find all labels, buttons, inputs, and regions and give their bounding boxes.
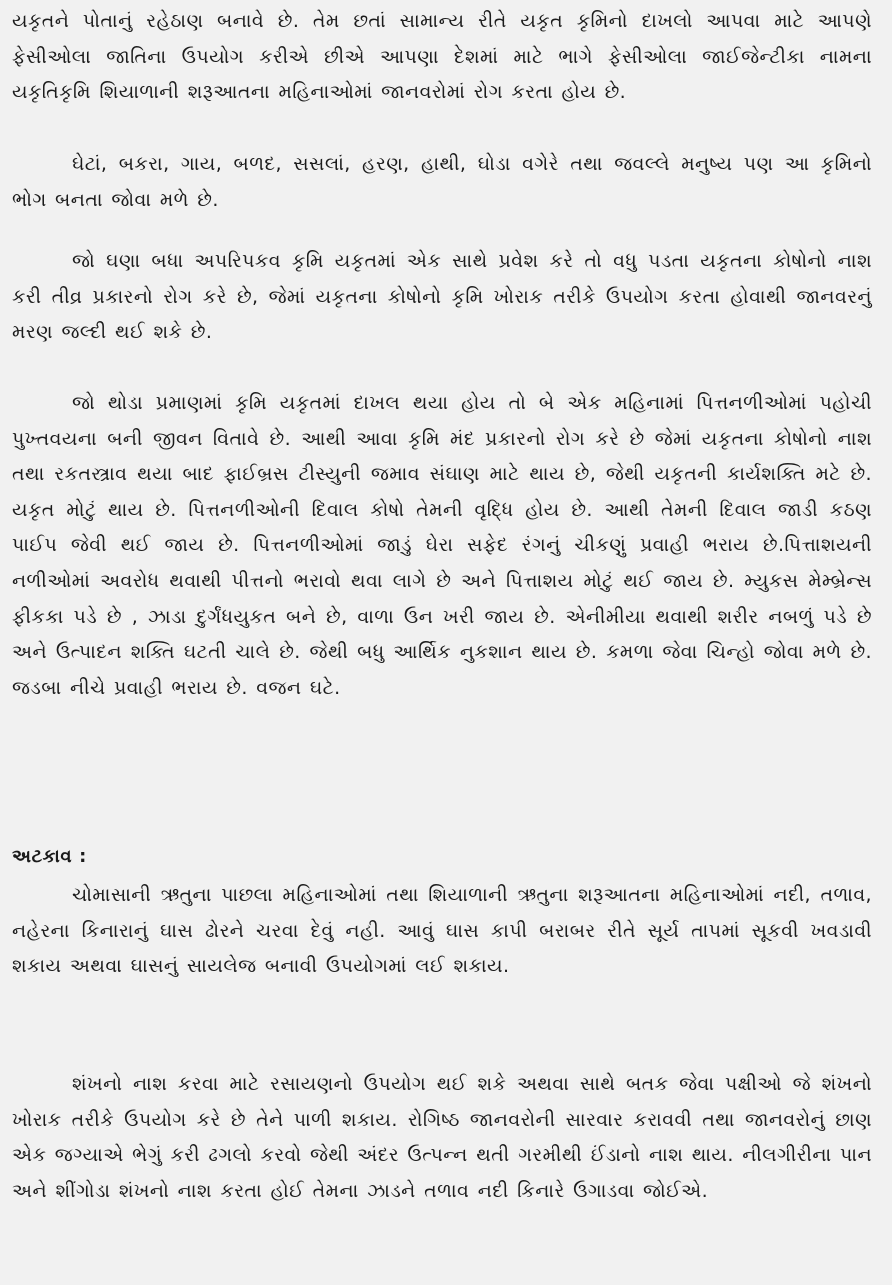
paragraph-grazing-prevention: ચોમાસાની ઋતુના પાછલા મહિનાઓમાં તથા શિયાળાની ઋતુના શરૂઆતના મહિનાઓમાં નદી, તળાવ, નહેરના કિનારાનું ઘાસ ઢોરને ચરવા દેવું નહી. આવું ઘાસ કાપી બરાબર રીતે સૂર્ય તાપમાં સૂકવી ખવડાવી શકાય અથવા ઘાસનું સાયલેજ બનાવી ઉપયોગમાં લઈ શકાય.: [12, 884, 872, 978]
paragraph-chronic-disease: જો થોડા પ્રમાણમાં કૃમિ યકૃતમાં દાખલ થયા હોય તો બે એક મહિનામાં પિત્તનળીઓમાં પહોચી પુખ્તવયના બની જીવન વિતાવે છે. આથી આવા કૃમિ મંદ પ્રકારનો રોગ કરે છે જેમાં યકૃતના કોષોનો નાશ તથા રકતસ્ત્રાવ થયા બાદ ફાઈબ્રસ ટીસ્યુની જમાવ સંઘાણ માટે થાય છે, જેથી યકૃતની કાર્યશક્તિ મટે છે. યકૃત મોટું થાય છે. પિત્તનળીઓની દિવાલ કોષો તેમની વૃદ્ધિ હોય છે. આથી તેમની દિવાલ જાડી કઠણ પાઈપ જેવી થઈ જાય છે. પિત્તનળીઓમાં જાડું ઘેરા સફેદ રંગનું ચીકણું પ્રવાહી ભરાય છે.પિત્તાશયની નળીઓમાં અવરોધ થવાથી પીત્તનો ભરાવો થવા લાગે છે અને પિત્તાશય મોટું થઈ જાય છે. મ્યુકસ મેમ્બ્રેન્સ ફીકકા પડે છે , ઝાડા દુર્ગંધયુકત બને છે, વાળા ઉન ખરી જાય છે. એનીમીયા થવાથી શરીર નબળું પડે છે અને ઉત્પાદન શક્તિ ઘટતી ચાલે છે. જેથી બધુ આર્થિક નુકશાન થાય છે. કમળા જેવા ચિન્હો જોવા મળે છે. જડબા નીચે પ્રવાહી ભરાય છે. વજન ઘટે.: [12, 392, 872, 699]
paragraph-snail-control: શંખનો નાશ કરવા માટે રસાયણનો ઉપયોગ થઈ શકે અથવા સાથે બતક જેવા પક્ષીઓ જે શંખનો ખોરાક તરીકે ઉપયોગ કરે છે તેને પાળી શકાય. રોગિષ્ઠ જાનવરોની સારવાર કરાવવી તથા જાનવરોનું છાણ એક જગ્યાએ ભેગું કરી ઢગલો કરવો જેથી અંદર ઉત્પન્ન થતી ગરમીથી ઈંડાનો નાશ થાય. નીલગીરીના પાન અને શીંગોડા શંખનો નાશ કરતા હોઈ તેમના ઝાડને તળાવ નદી કિનારે ઉગાડવા જોઈએ.: [12, 1073, 872, 1202]
paragraph-liver-habitat: યકૃતને પોતાનું રહેઠાણ બનાવે છે. તેમ છતાં સામાન્ય રીતે યકૃત કૃમિનો દાખલો આપવા માટે આપણે ફેસીઓલા જાતિના ઉપયોગ કરીએ છીએ આપણા દેશમાં માટે ભાગે ફેસીઓલા જાઈજેન્ટીકા નામના યકૃતિકૃમિ શિયાળાની શરૂઆતના મહિનાઓમાં જાનવરોમાં રોગ કરતા હોય છે.: [12, 10, 872, 104]
paragraph-affected-animals: ઘેટાં, બકરા, ગાય, બળદ, સસલાં, હરણ, હાથી, ઘોડા વગેરે તથા જવલ્લે મનુષ્ય પણ આ કૃમિનો ભોગ બનતા જોવા મળે છે.: [12, 153, 872, 211]
paragraph-acute-disease: જો ઘણા બધા અપરિપકવ કૃમિ યકૃતમાં એક સાથે પ્રવેશ કરે તો વધુ પડતા યકૃતના કોષોનો નાશ કરી તીવ્ર પ્રકારનો રોગ કરે છે, જેમાં યકૃતના કોષોનો કૃમિ ખોરાક તરીકે ઉપયોગ કરતા હોવાથી જાનવરનું મરણ જલ્દી થઈ શકે છે.: [12, 250, 872, 344]
section-heading-prevention: અટકાવ :: [12, 846, 87, 867]
